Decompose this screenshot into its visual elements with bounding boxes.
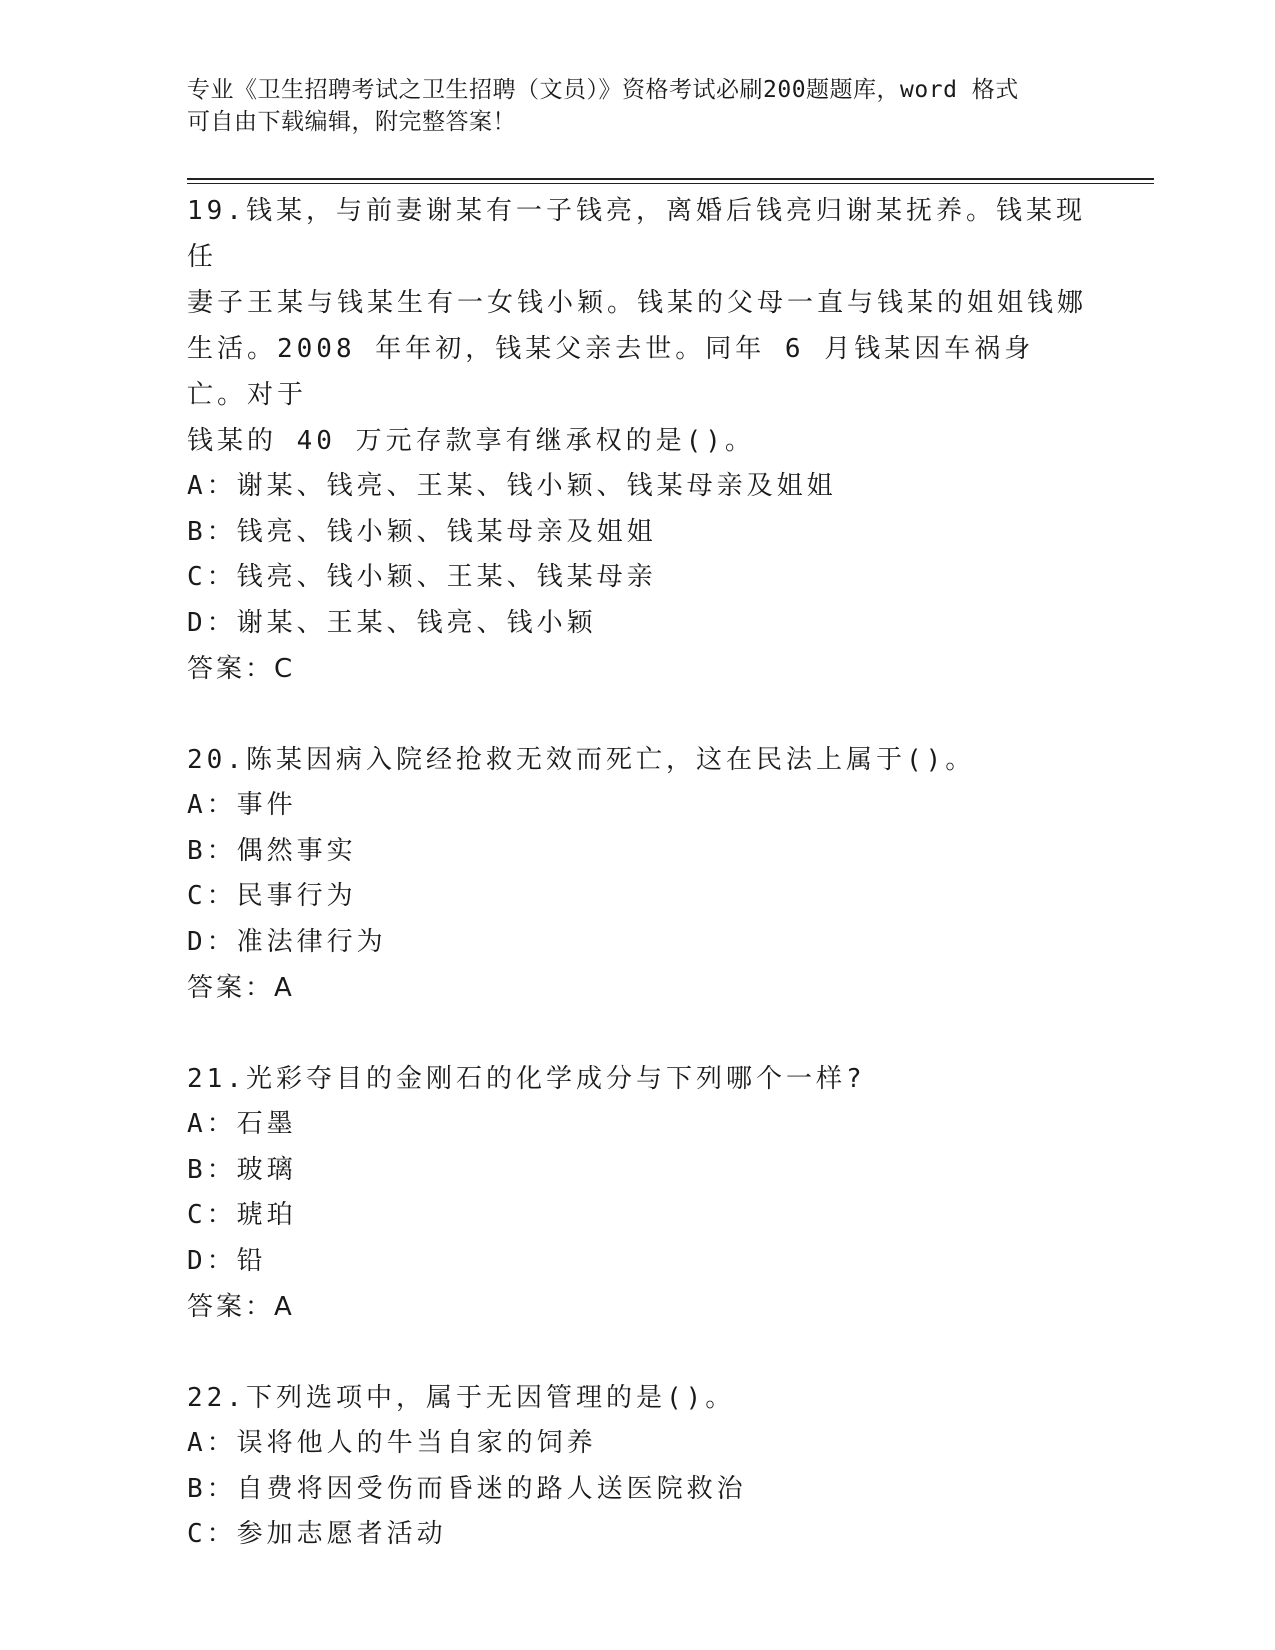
option-d: D：铅	[187, 1245, 267, 1276]
question-stem-line: 妻子王某与钱某生有一女钱小颖。钱某的父母一直与钱某的姐姐钱娜	[187, 288, 1088, 318]
question-19	[187, 188, 1087, 692]
question-22	[187, 1375, 1087, 1558]
spacer	[187, 1330, 1087, 1375]
option-b: B：偶然事实	[187, 835, 357, 866]
option-d: D：谢某、王某、钱亮、钱小颖	[187, 607, 597, 638]
option-b: B：自费将因受伤而昏迷的路人送医院救治	[187, 1473, 747, 1504]
option-b: B：钱亮、钱小颖、钱某母亲及姐姐	[187, 516, 657, 547]
option-c: C：参加志愿者活动	[187, 1519, 447, 1549]
option-a: A：谢某、钱亮、王某、钱小颖、钱某母亲及姐姐	[187, 471, 837, 501]
question-stem-line: 21.光彩夺目的金刚石的化学成分与下列哪个一样?	[187, 1064, 866, 1094]
option-a: A：石墨	[187, 1109, 297, 1139]
question-stem-line: 钱某的 40 万元存款享有继承权的是()。	[187, 426, 755, 456]
option-c: C：琥珀	[187, 1200, 297, 1230]
header-divider	[187, 178, 1154, 184]
header-line-1: 专业《卫生招聘考试之卫生招聘（文员）》资格考试必刷200题题库，word 格式	[187, 77, 1019, 103]
answer: 答案：C	[187, 654, 296, 684]
question-21	[187, 1056, 1087, 1330]
option-c: C：民事行为	[187, 881, 357, 911]
answer: 答案：A	[187, 973, 295, 1003]
page-header	[187, 74, 1087, 138]
question-stem-line: 生活。2008 年年初，钱某父亲去世。同年 6 月钱某因车祸身亡。对于	[187, 334, 1035, 410]
question-stem-line: 19.钱某，与前妻谢某有一子钱亮，离婚后钱亮归谢某抚养。钱某现任	[187, 196, 1086, 272]
spacer	[187, 692, 1087, 737]
question-20	[187, 737, 1087, 1011]
question-stem-line: 20.陈某因病入院经抢救无效而死亡，这在民法上属于()。	[187, 745, 976, 775]
option-a: A：误将他人的牛当自家的饲养	[187, 1428, 597, 1458]
option-a: A：事件	[187, 790, 297, 820]
spacer	[187, 1011, 1087, 1056]
answer: 答案：A	[187, 1292, 295, 1322]
option-d: D：准法律行为	[187, 926, 387, 957]
header-line-2: 可自由下载编辑，附完整答案！	[187, 109, 516, 135]
option-b: B：玻璃	[187, 1154, 297, 1185]
question-list	[187, 188, 1087, 1558]
question-stem-line: 22.下列选项中，属于无因管理的是()。	[187, 1383, 736, 1413]
option-c: C：钱亮、钱小颖、王某、钱某母亲	[187, 562, 657, 592]
